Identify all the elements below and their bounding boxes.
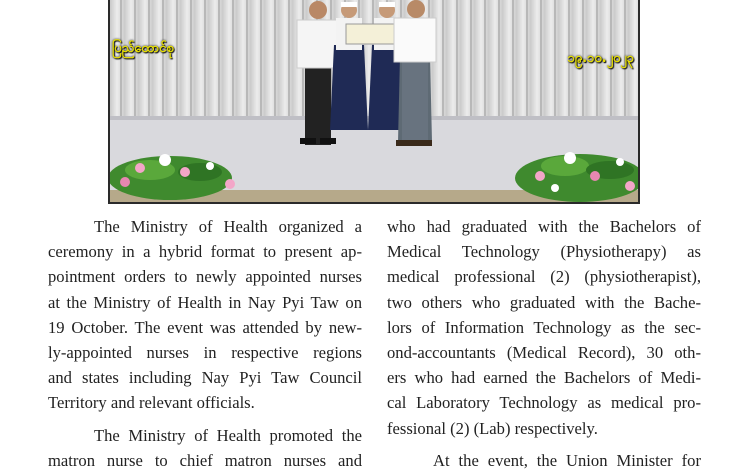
text-line: fessional (2) (Lab) respectively.	[387, 418, 598, 438]
text-line: At the event, the Union Minister for	[433, 450, 701, 470]
text-line: medical professional (2) (physiotherapist),	[387, 267, 701, 287]
text-line: lors of Information Technology as the sec-	[387, 317, 701, 337]
paragraph	[48, 214, 362, 416]
paragraph	[48, 423, 362, 473]
text-line: Territory and relevant officials.	[48, 393, 255, 413]
paragraph	[387, 214, 701, 441]
text-line: two others who graduated with the Bache-	[387, 292, 701, 312]
text-line: The Ministry of Health organized a	[94, 217, 362, 236]
photo-caption-left: ပြည်ထောင်စု	[112, 41, 174, 56]
text-line: ond-accountants (Medical Record), 30 oth-	[387, 343, 701, 363]
paragraph	[387, 448, 701, 473]
ceremony-photo	[108, 0, 640, 204]
text-line: ly-appointed nurses in respective regions	[48, 343, 362, 363]
text-line: ceremony in a hybrid format to present ap-	[48, 242, 362, 262]
text-line: matron nurse to chief matron nurses and	[48, 450, 362, 470]
text-line: Medical Technology (Physiotherapy) as	[387, 242, 701, 262]
text-line: The Ministry of Health promoted the	[94, 425, 362, 445]
text-line: at the Ministry of Health in Nay Pyi Taw on	[48, 292, 362, 312]
text-line: pointment orders to newly appointed nurses	[48, 267, 362, 287]
article-column-right	[387, 214, 701, 473]
photo-caption-date: ၁၉.၁၀.၂၀၂၃	[567, 51, 634, 66]
text-line: ers who had earned the Bachelors of Medi-	[387, 368, 701, 388]
text-line: cal Laboratory Technology as medical pro-	[387, 393, 701, 413]
ceremony-photo-image	[110, 0, 640, 204]
text-line: who had graduated with the Bachelors of	[387, 217, 701, 236]
article-column-left	[48, 214, 362, 473]
text-line: and states including Nay Pyi Taw Council	[48, 368, 362, 388]
text-line: 19 October. The event was attended by new-	[48, 317, 362, 337]
